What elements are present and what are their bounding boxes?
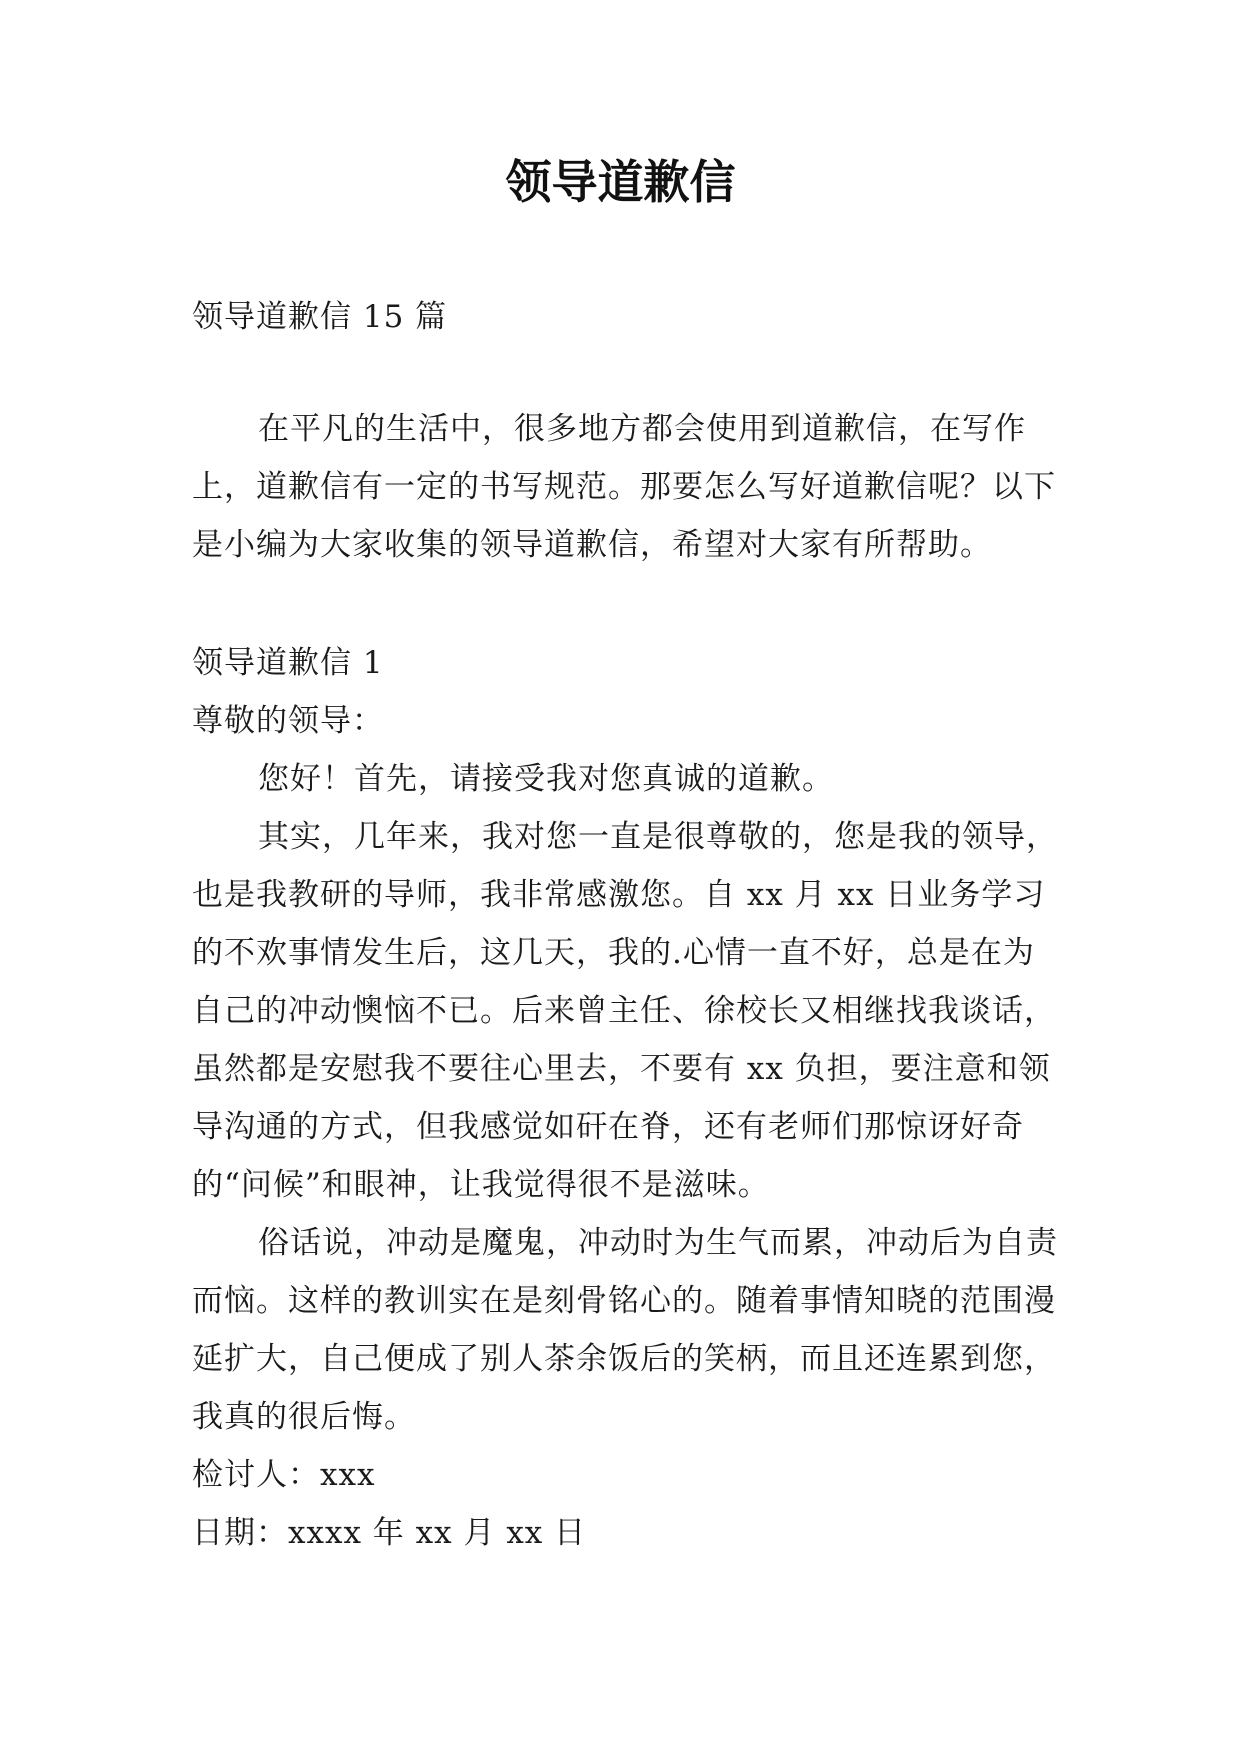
letter-paragraph: 您好！首先，请接受我对您真诚的道歉。 xyxy=(258,761,834,797)
letter-salutation: 尊敬的领导： xyxy=(192,703,384,739)
letter-paragraph: 其实，几年来，我对您一直是很尊敬的，您是我的领导，也是我教研的导师，我非常感激您。自 xx 月 xx 日业务学习的不欢事情发生后，这几天，我的.心情一直不好，总是在为自己的冲动懊恼不已。后来曾主任、徐校长又相继找我谈话，虽然都是安慰我不要往心里去，不要有 xx 负担，要注意和领导沟通的方式，但我感觉如矸在脊，还有老师们那惊讶好奇的“问候”和眼神，让我觉得很不是滋味。 xyxy=(192,819,1058,1203)
document-title: 领导道歉信 xyxy=(505,155,736,209)
letter-heading: 领导道歉信 1 xyxy=(192,645,384,681)
letter-paragraph: 俗话说，冲动是魔鬼，冲动时为生气而累，冲动后为自责而恼。这样的教训实在是刻骨铭心的。随着事情知晓的范围漫延扩大，自己便成了别人茶余饭后的笑柄，而且还连累到您，我真的很后悔。 xyxy=(192,1225,1058,1435)
letter-signer: 检讨人：xxx xyxy=(192,1457,376,1493)
letter-date: 日期：xxxx 年 xx 月 xx 日 xyxy=(192,1515,587,1551)
intro-paragraph: 在平凡的生活中，很多地方都会使用到道歉信，在写作上，道歉信有一定的书写规范。那要怎么写好道歉信呢？以下是小编为大家收集的领导道歉信，希望对大家有所帮助。 xyxy=(192,411,1056,563)
document-subtitle: 领导道歉信 15 篇 xyxy=(192,299,448,335)
letter-section xyxy=(192,634,1062,1562)
